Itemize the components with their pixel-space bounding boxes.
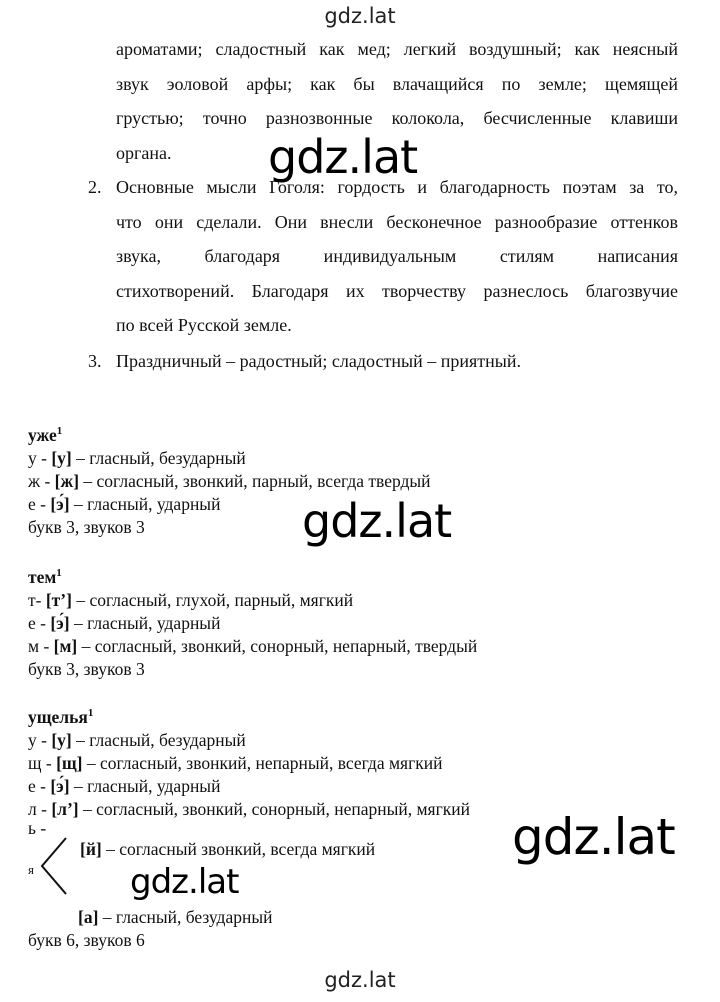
soft-sign-row: ь - <box>28 818 47 838</box>
text-line: что они сделали. Они внесли бесконечное разнообразие оттенков <box>116 211 678 232</box>
word-heading: тем$^1$ <box>28 566 62 587</box>
word-heading: ущелья$^1$ <box>28 706 94 727</box>
word-heading: уже$^1$ <box>28 424 63 445</box>
letter-sound-count: букв 6, звуков 6 <box>28 930 145 950</box>
sound-row: е - [э́] – гласный, ударный <box>28 493 221 514</box>
sound-row: е - [э́] – гласный, ударный <box>28 775 221 796</box>
sound-row: е - [э́] – гласный, ударный <box>28 612 221 633</box>
watermark-bottom: gdz.lat <box>324 968 396 992</box>
text-line: грустью; точно разнозвонные колокола, бесчисленные клавиши <box>116 108 678 128</box>
answer-item-3 <box>88 344 678 379</box>
text-line: Основные мысли Гоголя: гордость и благодарность поэтам за то, <box>116 177 678 197</box>
watermark-large: gdz.lat <box>302 494 452 548</box>
letter-sound-count: букв 3, звуков 3 <box>28 516 145 537</box>
text-line: ароматами; сладостный как мед; легкий воздушный; как неясный <box>116 39 678 59</box>
text-line: стихотворений. Благодаря их творчеству разнеслось благозвучие <box>116 280 678 301</box>
branch-bracket-icon <box>38 836 70 898</box>
text-line: Праздничный – радостный; сладостный – приятный. <box>116 351 521 371</box>
letter-ya: я <box>28 862 34 877</box>
sound-row: ж - [ж] – согласный, звонкий, парный, всегда твердый <box>28 470 431 491</box>
sound-row-yot: [й] – согласный звонкий, всегда мягкий <box>80 839 376 859</box>
sound-row-a: [а] – гласный, безударный <box>78 907 273 927</box>
text-line: звука, благодаря индивидуальным стилям написания <box>116 246 678 266</box>
item-number: 2. <box>88 177 102 197</box>
answer-item-2 <box>88 170 678 343</box>
text-line: органа. <box>116 142 172 163</box>
sound-row: т- [т’] – согласный, глухой, парный, мягкий <box>28 589 354 610</box>
sound-row: у - [у] – гласный, безударный <box>28 729 246 750</box>
sound-row: м - [м] – согласный, звонкий, сонорный, непарный, твердый <box>28 635 478 656</box>
watermark-top: gdz.lat <box>324 4 396 28</box>
watermark-large: gdz.lat <box>512 808 675 866</box>
phonetic-analysis-tem <box>28 562 477 681</box>
sound-row: щ - [щ] – согласный, звонкий, непарный, всегда мягкий <box>28 752 443 773</box>
text-line: звук эоловой арфы; как бы влачащийся по земле; щемящей <box>116 73 678 94</box>
watermark-large: gdz.lat <box>268 130 418 184</box>
phonetic-analysis-ushchelya <box>28 702 470 821</box>
watermark-cut: gdz.lat <box>130 862 239 902</box>
item-number: 3. <box>88 351 102 371</box>
sound-row: л - [л’] – согласный, звонкий, сонорный, непарный, мягкий <box>28 798 470 819</box>
text-line: по всей Русской земле. <box>116 315 292 335</box>
sound-row: у - [у] – гласный, безударный <box>28 447 246 468</box>
letter-sound-count: букв 3, звуков 3 <box>28 658 145 679</box>
